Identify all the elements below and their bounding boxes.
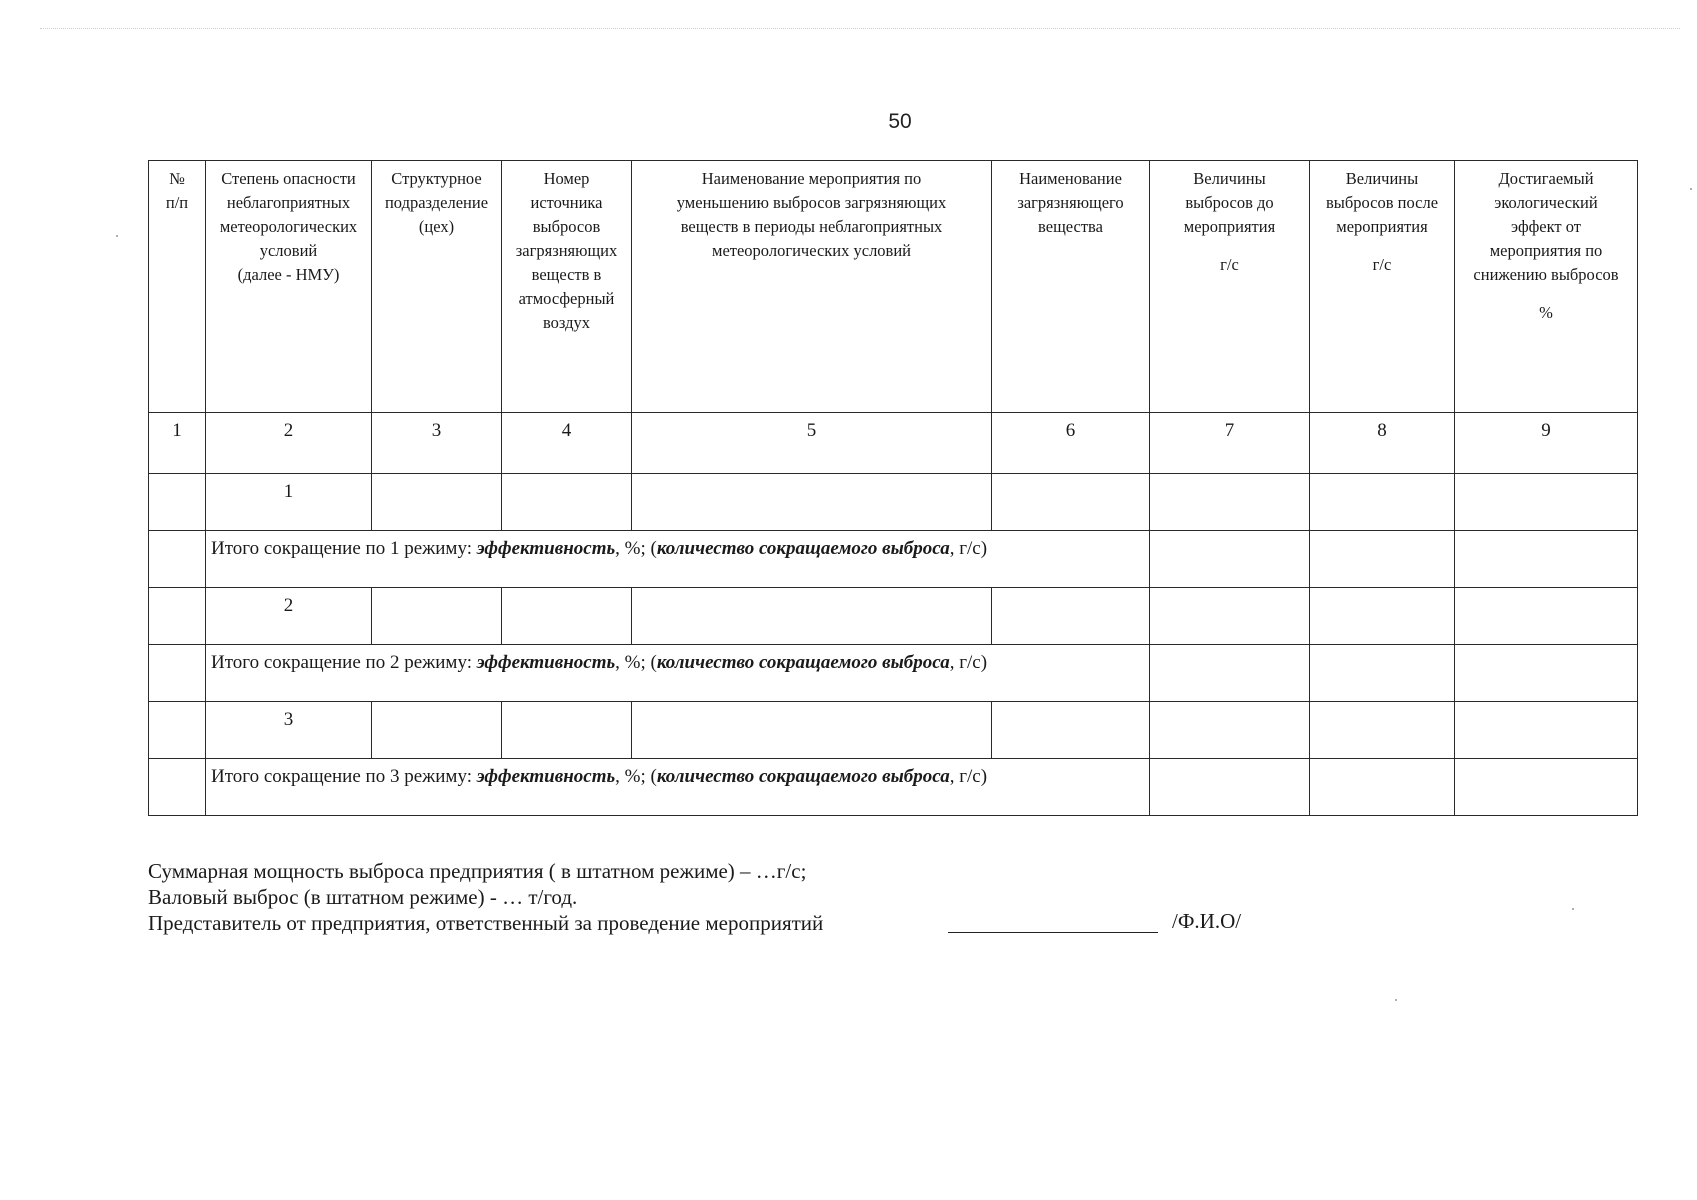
header-line: Наименование мероприятия по <box>701 169 922 188</box>
table-cell <box>1455 645 1638 702</box>
column-number: 5 <box>632 413 992 474</box>
table-cell <box>632 474 992 531</box>
header-line: % <box>1539 303 1553 322</box>
table-cell <box>1455 474 1638 531</box>
header-line: Величины <box>1345 169 1419 188</box>
table-cell <box>149 759 206 816</box>
header-line: мероприятия по <box>1489 241 1603 260</box>
total-end: , г/с) <box>949 652 988 673</box>
mode-number: 3 <box>206 702 372 759</box>
header-cell <box>206 161 372 413</box>
table-cell <box>1455 702 1638 759</box>
table-cell <box>1455 759 1638 816</box>
table-cell <box>149 531 206 588</box>
header-line: загрязняющих <box>515 241 618 260</box>
header-cell <box>992 161 1150 413</box>
total-label: Итого сокращение по 2 режиму: <box>211 652 477 673</box>
header-line: Величины <box>1193 169 1266 188</box>
table-cell <box>1310 474 1455 531</box>
table-cell <box>632 588 992 645</box>
table-cell <box>1150 588 1310 645</box>
header-line: г/с <box>1372 255 1392 274</box>
header-line: неблагоприятных <box>226 193 351 212</box>
mode-row <box>149 702 1638 759</box>
header-line: воздух <box>542 313 591 332</box>
table-cell <box>502 588 632 645</box>
total-italic-efficiency: эффективность <box>476 766 616 787</box>
signature-line <box>948 932 1158 933</box>
total-label: Итого сокращение по 1 режиму: <box>211 538 477 559</box>
table-cell <box>992 474 1150 531</box>
header-line: (далее - НМУ) <box>237 265 340 284</box>
header-line: источника <box>530 193 603 212</box>
header-line: эффект от <box>1511 217 1581 236</box>
header-line: мероприятия <box>1336 217 1428 236</box>
header-cell <box>1455 161 1638 413</box>
mode-row <box>149 588 1638 645</box>
table-cell <box>149 645 206 702</box>
header-line: атмосферный <box>518 289 615 308</box>
table-cell <box>149 588 206 645</box>
header-cell <box>1310 161 1455 413</box>
table-cell <box>1310 645 1455 702</box>
header-line: веществ в <box>531 265 602 284</box>
column-number: 1 <box>149 413 206 474</box>
table-cell <box>992 702 1150 759</box>
total-italic-amount: количество сокращаемого выброса <box>656 538 950 559</box>
column-number: 2 <box>206 413 372 474</box>
representative-line: Представитель от предприятия, ответственный за проведение мероприятий <box>148 911 824 935</box>
header-line: Наименование <box>1019 169 1122 188</box>
header-line: уменьшению выбросов загрязняющих <box>676 193 947 212</box>
scan-speck <box>1572 908 1574 910</box>
header-line: Структурное <box>391 169 482 188</box>
header-line <box>1314 239 1450 253</box>
header-line: Достигаемый <box>1498 169 1594 188</box>
gross-emission-line: Валовый выброс (в штатном режиме) - … т/год. <box>148 885 578 909</box>
column-number: 6 <box>992 413 1150 474</box>
header-line: веществ в периоды неблагоприятных <box>680 217 943 236</box>
table-cell <box>1150 645 1310 702</box>
table-cell <box>1310 702 1455 759</box>
total-italic-efficiency: эффективность <box>476 652 616 673</box>
header-line <box>1154 239 1305 253</box>
mode-row <box>149 474 1638 531</box>
table-cell <box>1310 759 1455 816</box>
measures-table <box>148 160 1638 816</box>
header-line: (цех) <box>418 217 455 236</box>
column-number: 3 <box>372 413 502 474</box>
total-italic-amount: количество сокращаемого выброса <box>656 652 950 673</box>
table-cell <box>502 474 632 531</box>
total-row <box>149 759 1638 816</box>
table-cell <box>372 474 502 531</box>
column-number: 4 <box>502 413 632 474</box>
header-line: выбросов после <box>1325 193 1439 212</box>
total-italic-amount: количество сокращаемого выброса <box>656 766 950 787</box>
total-reduction-text <box>206 645 1150 702</box>
header-line: условий <box>259 241 318 260</box>
header-cell <box>502 161 632 413</box>
total-italic-efficiency: эффективность <box>476 538 616 559</box>
total-end: , г/с) <box>949 766 988 787</box>
total-label: Итого сокращение по 3 режиму: <box>211 766 477 787</box>
header-line: снижению выбросов <box>1473 265 1619 284</box>
column-number: 9 <box>1455 413 1638 474</box>
table-cell <box>1150 531 1310 588</box>
header-line: п/п <box>165 193 189 212</box>
header-line: подразделение <box>384 193 489 212</box>
table-cell <box>502 702 632 759</box>
table-cell <box>1150 759 1310 816</box>
total-emission-power-line: Суммарная мощность выброса предприятия ( в штатном режиме) – …г/с; <box>148 859 807 883</box>
table-cell <box>1310 588 1455 645</box>
table-cell <box>1150 474 1310 531</box>
scan-speck <box>116 235 118 237</box>
table-cell <box>149 702 206 759</box>
scan-speck <box>1395 999 1397 1001</box>
header-line: метеорологических <box>219 217 358 236</box>
total-mid: , %; ( <box>615 652 657 673</box>
header-line: Номер <box>543 169 590 188</box>
header-line: выбросов до <box>1185 193 1274 212</box>
table-cell <box>372 702 502 759</box>
total-mid: , %; ( <box>615 766 657 787</box>
table-cell <box>1310 531 1455 588</box>
total-row <box>149 531 1638 588</box>
table-cell <box>372 588 502 645</box>
total-reduction-text <box>206 531 1150 588</box>
mode-number: 1 <box>206 474 372 531</box>
header-row <box>149 161 1638 413</box>
header-cell <box>372 161 502 413</box>
signature-name-label: /Ф.И.О/ <box>1172 909 1242 933</box>
total-end: , г/с) <box>949 538 988 559</box>
page-number: 50 <box>888 110 912 133</box>
column-number: 8 <box>1310 413 1455 474</box>
total-row <box>149 645 1638 702</box>
header-cell <box>1150 161 1310 413</box>
header-line: выбросов <box>532 217 601 236</box>
scan-speck <box>1690 188 1692 190</box>
header-line <box>1459 287 1633 301</box>
column-number: 7 <box>1150 413 1310 474</box>
scan-artifact-top <box>40 28 1680 30</box>
header-line: мероприятия <box>1183 217 1276 236</box>
header-line: Степень опасности <box>221 169 356 188</box>
table-cell <box>1150 702 1310 759</box>
total-reduction-text <box>206 759 1150 816</box>
table-cell <box>149 474 206 531</box>
header-line: вещества <box>1038 217 1103 236</box>
table-cell <box>992 588 1150 645</box>
header-cell <box>632 161 992 413</box>
header-line: г/с <box>1220 255 1239 274</box>
table-cell <box>632 702 992 759</box>
column-number-row <box>149 413 1638 474</box>
header-line: загрязняющего <box>1017 193 1124 212</box>
header-cell <box>149 161 206 413</box>
mode-number: 2 <box>206 588 372 645</box>
header-line: экологический <box>1494 193 1598 212</box>
table-cell <box>1455 531 1638 588</box>
footer-block <box>148 858 1248 936</box>
total-mid: , %; ( <box>615 538 657 559</box>
header-line: № <box>169 169 185 188</box>
table-cell <box>1455 588 1638 645</box>
header-line: метеорологических условий <box>712 241 911 260</box>
